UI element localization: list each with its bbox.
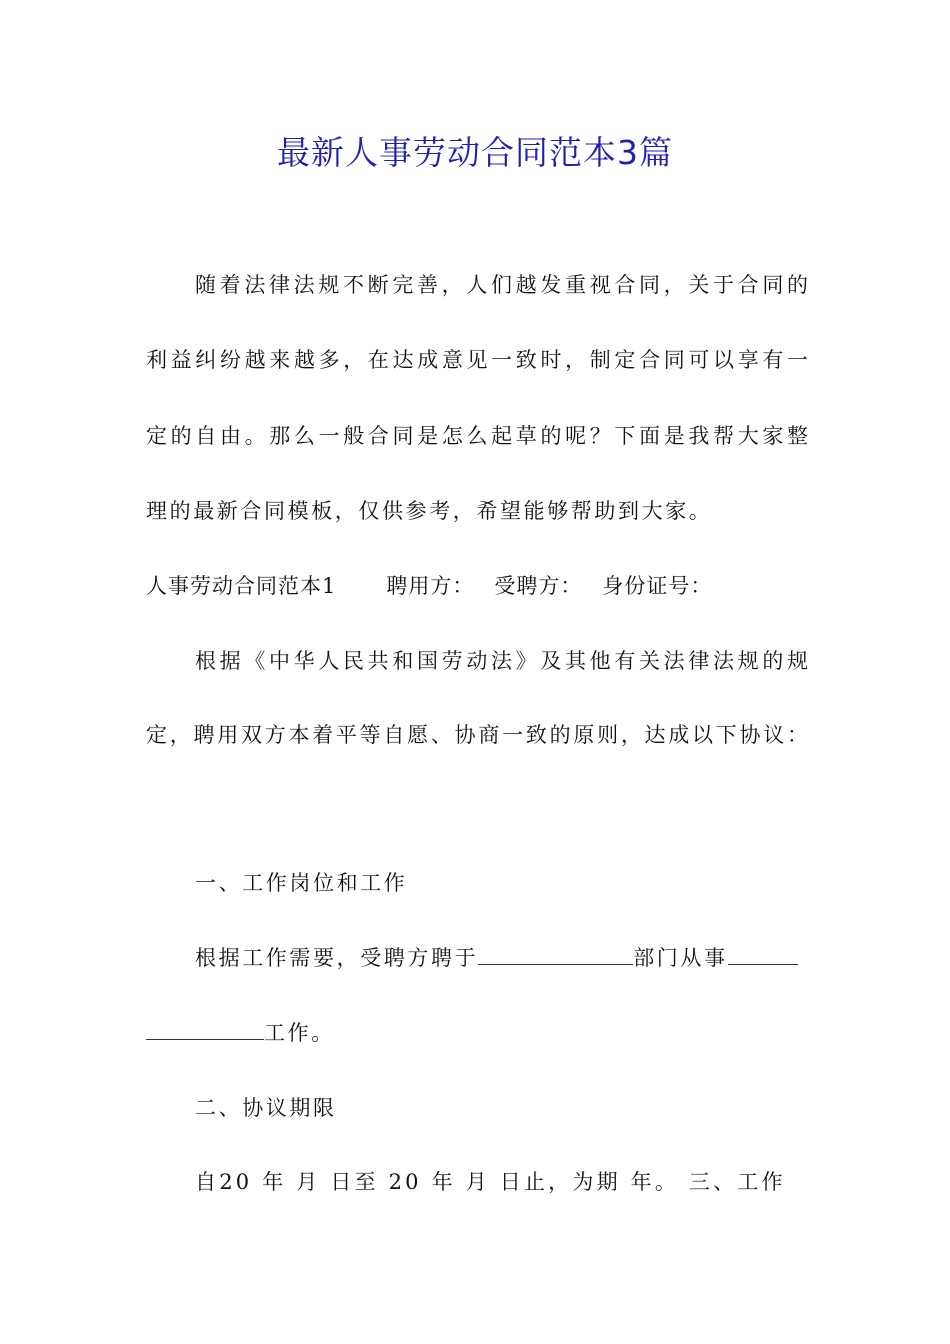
section-1-text-b: 部门从事 [633, 946, 728, 970]
document-title: 最新人事劳动合同范本3篇 [277, 133, 673, 172]
section-2-heading: 二、协议期限 [195, 1096, 337, 1120]
basis-line-1: 根据《中华人民共和国劳动法》及其他有关法律法规的规 [195, 649, 808, 673]
employee-label: 受聘方： [494, 574, 583, 598]
duty-blank-continued [146, 1019, 264, 1040]
section-1-line-1 [195, 943, 808, 973]
duty-blank [728, 944, 798, 965]
intro-line-4: 理的最新合同模板，仅供参考，希望能够帮助到大家。 [146, 499, 713, 523]
contract-heading: 人事劳动合同范本1 [146, 574, 337, 598]
section-1-text-a: 根据工作需要，受聘方聘于 [195, 946, 479, 970]
id-number-label: 身份证号： [602, 574, 713, 598]
section-1-heading: 一、工作岗位和工作 [195, 871, 408, 895]
basis-line-2: 定，聘用双方本着平等自愿、协商一致的原则，达成以下协议： [146, 723, 808, 747]
section-1-text-c: 工作。 [264, 1021, 335, 1045]
section-2-line-1: 自20 年 月 日至 20 年 月 日止，为期 年。 三、工作 [195, 1170, 786, 1194]
employer-label: 聘用方： [386, 574, 475, 598]
department-blank [478, 944, 633, 965]
intro-line-2: 利益纠纷越来越多，在达成意见一致时，制定合同可以享有一 [146, 348, 808, 372]
section-1-line-2 [146, 1018, 808, 1048]
intro-line-1: 随着法律法规不断完善，人们越发重视合同，关于合同的 [195, 273, 808, 297]
intro-line-3: 定的自由。那么一般合同是怎么起草的呢？下面是我帮大家整 [146, 424, 808, 448]
contract-parties-line [146, 571, 808, 601]
